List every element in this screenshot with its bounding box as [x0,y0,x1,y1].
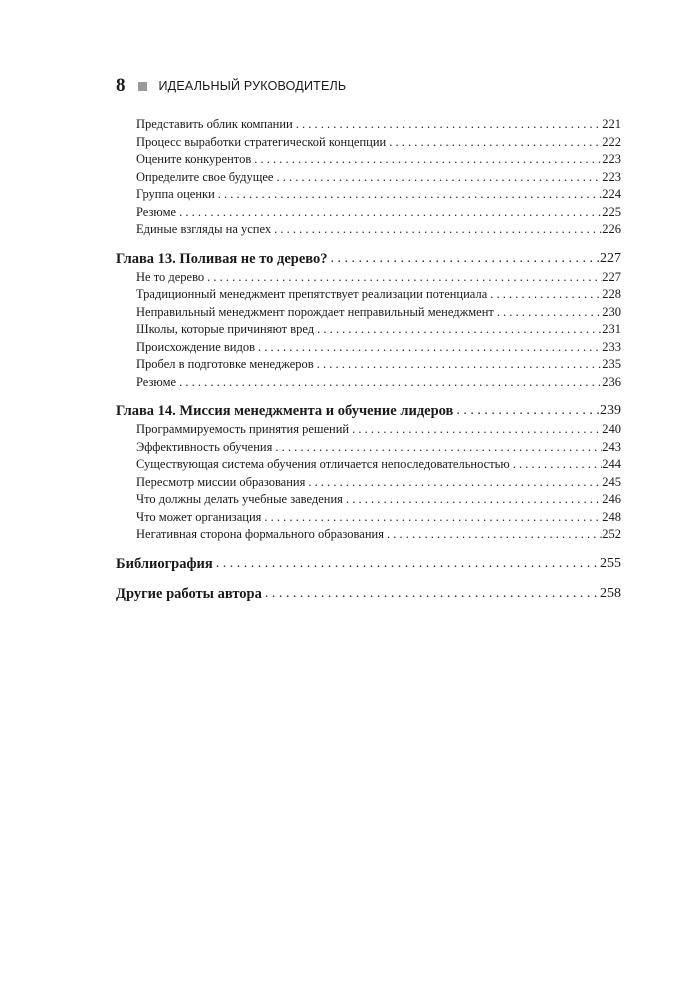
section-title: Резюме [136,204,177,219]
toc-bibliography-row[interactable] [116,554,621,574]
dot-leader [453,401,600,421]
toc-section-row[interactable] [116,169,621,187]
section-page: 226 [602,222,621,236]
back-matter-title: Другие работы автора [116,585,262,602]
section-page: 240 [602,422,621,436]
section-title: Не то дерево [136,269,205,284]
toc-section-row[interactable] [116,304,621,322]
section-title: Школы, которые причиняют вред [136,322,315,336]
dot-leader [494,304,602,322]
toc-section-row[interactable] [116,374,621,392]
dot-leader [349,421,602,439]
spacer [116,544,621,554]
chapter-page: 239 [600,403,621,418]
dot-leader [213,554,600,574]
dot-leader [328,249,600,269]
toc-section-row[interactable] [116,186,621,204]
section-page: 248 [602,509,621,524]
back-matter [116,554,621,604]
section-page: 224 [602,187,621,201]
section-page: 235 [602,357,621,371]
section-title: Эффективность обучения [136,439,273,454]
section-title: Неправильный менеджмент порождает неправильный менеджмент [136,304,494,319]
toc-section-row[interactable] [116,339,621,357]
table-of-contents [116,116,621,604]
dot-leader [215,186,602,204]
chapter-page: 227 [600,250,621,266]
dot-leader [487,286,602,304]
dot-leader [510,456,603,474]
toc-section-row[interactable] [116,456,621,474]
dot-leader [386,134,602,152]
toc-section-row[interactable] [116,204,621,222]
dot-leader [305,474,602,492]
dot-leader [176,204,602,222]
dot-leader [204,269,602,287]
toc-section-row[interactable] [116,421,621,439]
section-title: Программируемость принятия решений [136,422,350,436]
section-page: 233 [602,339,621,354]
section-title: Группа оценки [136,187,215,201]
dot-leader [272,439,602,457]
dot-leader [255,339,602,357]
section-page: 227 [602,269,621,284]
section-page: 221 [602,117,621,131]
dot-leader [314,356,603,374]
back-matter-title: Библиография [116,555,213,572]
section-title: Что должны делать учебные заведения [136,492,343,506]
dot-leader [262,584,600,604]
toc-other-works-row[interactable] [116,584,621,604]
chapter-13 [116,249,621,392]
section-page: 236 [602,374,621,389]
toc-chapter-row[interactable] [116,401,621,421]
section-title: Процесс выработки стратегической концепции [136,134,387,149]
back-matter-page: 255 [600,555,621,571]
dot-leader [176,374,602,392]
section-title: Представить облик компании [136,117,293,131]
section-title: Единые взгляды на успех [136,222,272,236]
section-title: Пробел в подготовке менеджеров [136,357,314,371]
section-title: Традиционный менеджмент препятствует реализации потенциала [136,287,488,301]
spacer [116,391,621,401]
toc-section-row[interactable] [116,269,621,287]
section-page: 243 [602,439,621,454]
running-title: ИДЕАЛЬНЫЙ РУКОВОДИТЕЛЬ [158,79,347,93]
toc-section-row[interactable] [116,491,621,509]
section-page: 252 [602,527,621,541]
dot-leader [271,221,602,239]
spacer [116,574,621,584]
section-title: Оцените конкурентов [136,152,252,166]
section-page: 231 [602,322,621,336]
toc-section-row[interactable] [116,221,621,239]
intro-sections [116,116,621,239]
chapter-title: Глава 14. Миссия менеджмента и обучение лидеров [116,403,454,419]
dot-leader [293,116,603,134]
dot-leader [273,169,602,187]
section-page: 228 [602,287,621,301]
toc-section-row[interactable] [116,474,621,492]
square-icon [138,82,147,91]
chapter-title: Глава 13. Поливая не то дерево? [116,250,328,267]
dot-leader [343,491,602,509]
toc-section-row[interactable] [116,509,621,527]
section-title: Происхождение видов [136,339,256,354]
section-page: 230 [602,304,621,319]
section-page: 245 [602,474,621,489]
toc-section-row[interactable] [116,356,621,374]
toc-section-row[interactable] [116,286,621,304]
page-header [116,74,346,98]
section-page: 223 [602,152,621,166]
dot-leader [314,321,602,339]
section-title: Существующая система обучения отличается непоследовательностью [136,457,510,471]
dot-leader [384,526,602,544]
section-title: Определите свое будущее [136,169,274,184]
toc-section-row[interactable] [116,134,621,152]
chapter-14 [116,401,621,544]
back-matter-page: 258 [600,585,621,601]
section-title: Что может организация [136,509,262,524]
section-title: Пересмотр миссии образования [136,474,306,489]
toc-section-row[interactable] [116,321,621,339]
section-page: 246 [602,492,621,506]
toc-section-row[interactable] [116,116,621,134]
dot-leader [261,509,602,527]
section-page: 222 [602,134,621,149]
toc-section-row[interactable] [116,151,621,169]
section-title: Резюме [136,374,177,389]
section-page: 244 [602,457,621,471]
spacer [116,239,621,249]
section-title: Негативная сторона формального образования [136,527,384,541]
page-number: 8 [116,75,126,96]
toc-chapter-row[interactable] [116,249,621,269]
section-page: 225 [602,204,621,219]
section-page: 223 [602,169,621,184]
dot-leader [251,151,602,169]
toc-section-row[interactable] [116,439,621,457]
toc-section-row[interactable] [116,526,621,544]
